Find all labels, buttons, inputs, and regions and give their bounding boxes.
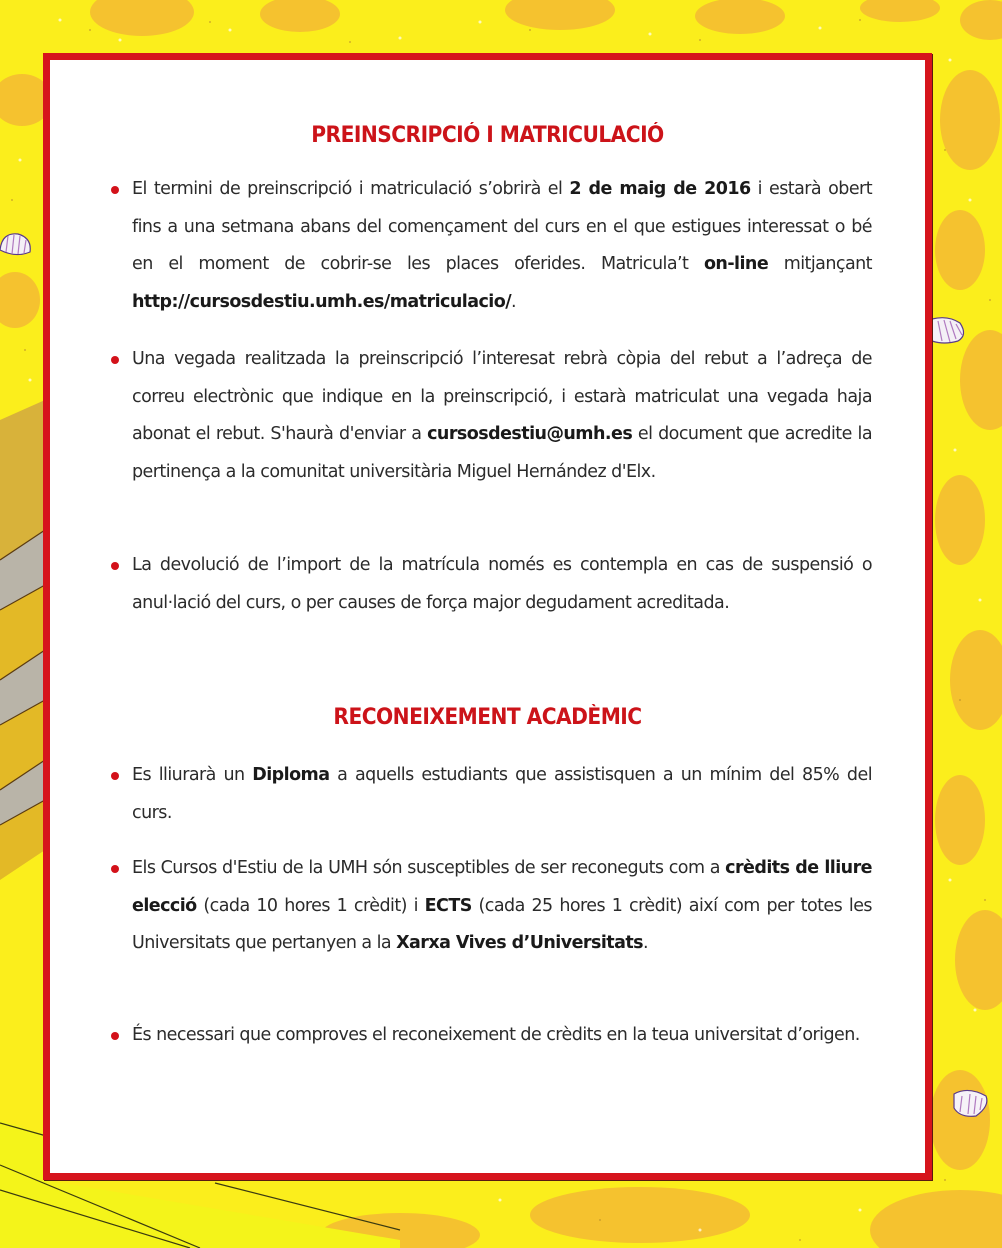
bullet-dot-icon <box>111 356 119 364</box>
body-text: mitjançant <box>768 254 872 274</box>
body-text: (cada 25 hores 1 crèdit) així com per totes les Universitats que pertanyen a la <box>132 895 872 953</box>
emphasized-text: crèdits de lliure elecció <box>132 858 872 916</box>
body-text: a aquells estudiants que assistisquen a un mínim del 85% del curs. <box>132 765 873 823</box>
content-panel <box>43 53 932 1180</box>
list-item <box>132 1017 872 1055</box>
emphasized-text: http://cursosdestiu.umh.es/matriculacio/ <box>132 291 512 312</box>
bullet-dot-icon <box>111 562 119 570</box>
emphasized-text: ECTS <box>424 895 472 916</box>
body-text: . <box>511 291 517 312</box>
body-text: . <box>643 933 649 953</box>
list-item <box>132 171 872 321</box>
body-text: (cada 10 hores 1 crèdit) i <box>196 895 425 916</box>
emphasized-text: Xarxa Vives d’Universitats <box>396 933 644 953</box>
bullet-dot-icon <box>111 772 119 780</box>
body-text: La devolució de l’import de la matrícula només es contempla en cas de suspensió o anul·lació del curs, o per causes de força major degudament acreditada. <box>132 555 872 613</box>
section-heading-reconeixement: RECONEIXEMENT ACADÈMIC <box>333 705 642 730</box>
body-text: El termini de preinscripció i matriculació s’obrirà el <box>132 179 570 199</box>
body-text: És necessari que comproves el reconeixement de crèdits en la teua universitat d’origen. <box>132 1025 860 1045</box>
section-heading-preinscripcio: PREINSCRIPCIÓ I MATRICULACIÓ <box>311 123 664 148</box>
emphasized-text: 2 de maig de 2016 <box>569 179 751 199</box>
list-item <box>132 341 872 491</box>
body-text: Es lliurarà un <box>132 765 253 785</box>
list-item <box>132 850 872 963</box>
emphasized-text: on-line <box>703 254 769 274</box>
body-text: i estarà obert fins a una setmana abans del començament del curs en el que estigues interessat o bé en el moment de cobrir-se les places oferides. Matricula’t <box>132 179 873 274</box>
bullet-dot-icon <box>111 186 119 194</box>
emphasized-text: Diploma <box>252 765 330 785</box>
list-item <box>132 547 872 622</box>
bullet-dot-icon <box>111 1032 119 1040</box>
emphasized-text: cursosdestiu@umh.es <box>427 424 633 444</box>
left-stripes <box>0 400 45 880</box>
bullet-dot-icon <box>111 865 119 873</box>
body-text: el document que acredite la pertinença a la comunitat universitària Miguel Hernández d'Elx. <box>132 424 872 482</box>
body-text: Una vegada realitzada la preinscripció l’interesat rebrà còpia del rebut a l’adreça de correu electrònic que indique en la preinscripció, i estarà matriculat una vegada haja abonat el rebut. S'haurà d'enviar a <box>132 349 872 444</box>
body-text: Els Cursos d'Estiu de la UMH són susceptibles de ser reconeguts com a <box>132 858 726 878</box>
list-item <box>132 757 872 832</box>
